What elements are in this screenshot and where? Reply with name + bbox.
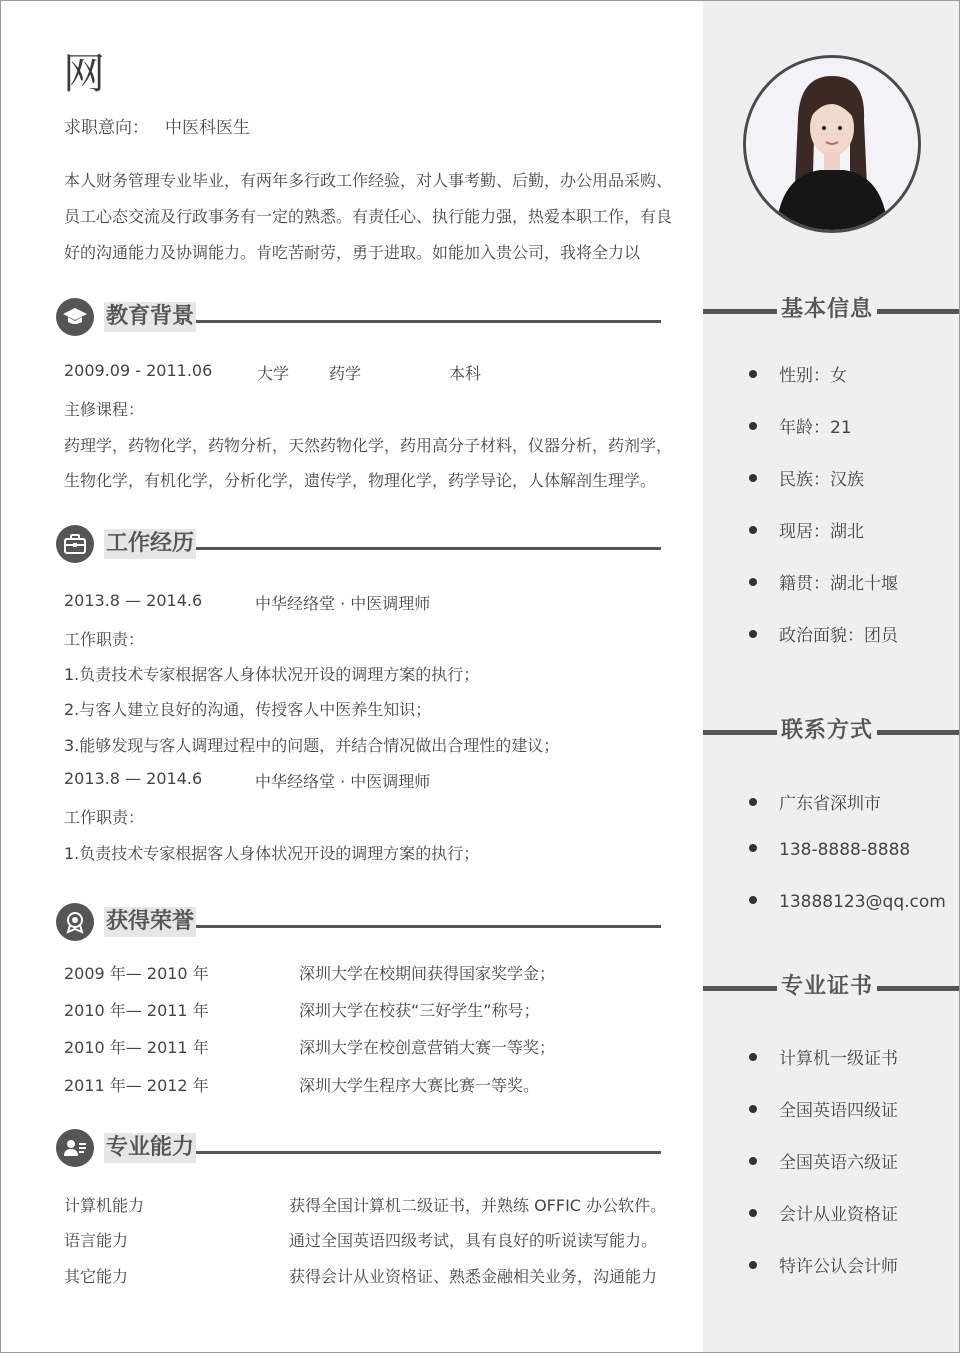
edu-courses-line: 生物化学，有机化学，分析化学，遗传学，物理化学，药学导论，人体解剖生理学。	[64, 471, 657, 490]
graduation-cap-icon	[56, 298, 94, 336]
edu-courses-line: 药理学，药物化学，药物分析，天然药物化学，药用高分子材料，仪器分析，药剂学，	[64, 436, 673, 455]
side-section-contact	[703, 714, 960, 748]
job-duty: 2.与客人建立良好的沟通，传授客人中医养生知识；	[64, 700, 432, 719]
bullet-icon	[749, 370, 757, 378]
honor-desc: 深圳大学在校创意营销大赛一等奖；	[299, 1038, 556, 1057]
bullet-icon	[749, 896, 757, 904]
section-divider	[194, 320, 661, 323]
section-title: 工作经历	[104, 529, 196, 559]
job-duty: 1.负责技术专家根据客人身体状况开设的调理方案的执行；	[64, 844, 480, 863]
info-item	[749, 517, 864, 542]
edu-courses-label: 主修课程：	[64, 400, 145, 419]
bullet-icon	[749, 422, 757, 430]
cert-item	[749, 1148, 898, 1173]
cert-item	[749, 1044, 898, 1069]
job-period: 2013.8 — 2014.6	[64, 591, 203, 610]
bullet-icon	[749, 1209, 757, 1217]
section-title: 教育背景	[104, 302, 196, 332]
section-education	[56, 298, 661, 338]
self-summary: 本人财务管理专业毕业，有两年多行政工作经验，对人事考勤、后勤，办公用品采购、员工心态交流及行政事务有一定的熟悉。有责任心、执行能力强，热爱本职工作，有良好的沟通能力及协调能力。肯吃苦耐劳，勇于进取。如能加入贵公司，我将全力以	[64, 171, 673, 262]
bullet-icon	[749, 1053, 757, 1061]
honor-period: 2011 年— 2012 年	[64, 1076, 209, 1095]
info-text: 现居：湖北	[779, 522, 864, 542]
bullet-icon	[749, 526, 757, 534]
info-text: 民族：汉族	[779, 470, 864, 490]
cert-text: 全国英语四级证	[779, 1101, 898, 1121]
contact-address: 广东省深圳市	[779, 794, 881, 814]
section-skills	[56, 1129, 661, 1169]
side-section-certs	[703, 970, 960, 1004]
side-section-title: 基本信息	[777, 293, 877, 327]
job-duty-label: 工作职责：	[64, 808, 145, 827]
section-divider	[194, 547, 661, 550]
briefcase-icon	[56, 525, 94, 563]
skill-desc: 获得会计从业资格证、熟悉金融相关业务，沟通能力	[289, 1267, 658, 1286]
contact-item	[749, 840, 910, 860]
edu-level: 本科	[449, 364, 482, 383]
skill-name: 其它能力	[64, 1267, 129, 1286]
honor-period: 2010 年— 2011 年	[64, 1001, 209, 1020]
info-item	[749, 413, 852, 438]
job-duty-label: 工作职责：	[64, 630, 145, 649]
section-title: 专业能力	[104, 1133, 196, 1163]
section-work	[56, 525, 661, 565]
section-divider	[194, 1151, 661, 1154]
cert-text: 特许公认会计师	[779, 1257, 898, 1277]
honor-period: 2010 年— 2011 年	[64, 1038, 209, 1057]
info-text: 籍贯：湖北十堰	[779, 574, 898, 594]
section-divider	[194, 925, 661, 928]
cert-item	[749, 1096, 898, 1121]
honor-desc: 深圳大学生程序大赛比赛一等奖。	[299, 1076, 540, 1095]
job-intent-label: 求职意向：	[64, 118, 149, 138]
job-duty: 3.能够发现与客人调理过程中的问题，并结合情况做出合理性的建议；	[64, 736, 560, 755]
contact-item	[749, 789, 881, 814]
cert-text: 全国英语六级证	[779, 1153, 898, 1173]
job-period: 2013.8 — 2014.6	[64, 769, 203, 788]
bullet-icon	[749, 578, 757, 586]
candidate-name: 网	[63, 49, 106, 98]
skill-name: 语言能力	[64, 1231, 129, 1250]
job-intent-value: 中医科医生	[165, 118, 250, 138]
honor-period: 2009 年— 2010 年	[64, 964, 209, 983]
info-item	[749, 465, 864, 490]
bullet-icon	[749, 1105, 757, 1113]
user-card-icon	[56, 1129, 94, 1167]
cert-text: 计算机一级证书	[779, 1049, 898, 1069]
cert-text: 会计从业资格证	[779, 1205, 898, 1225]
info-text: 性别：女	[779, 366, 847, 386]
avatar	[743, 55, 921, 233]
section-title: 获得荣誉	[104, 907, 196, 937]
edu-degree: 大学	[257, 364, 290, 383]
info-text: 政治面貌：团员	[779, 626, 898, 646]
contact-phone: 138-8888-8888	[779, 840, 911, 860]
info-text: 年龄：21	[779, 418, 852, 438]
skill-desc: 通过全国英语四级考试，具有良好的听说读写能力。	[289, 1231, 658, 1250]
skill-desc: 获得全国计算机二级证书，并熟练 OFFIC 办公软件。	[289, 1196, 667, 1215]
section-honors	[56, 903, 661, 943]
job-org: 中华经络堂 · 中医调理师	[255, 594, 431, 613]
job-duty: 1.负责技术专家根据客人身体状况开设的调理方案的执行；	[64, 665, 480, 684]
side-section-title: 专业证书	[777, 970, 877, 1004]
award-medal-icon	[56, 903, 94, 941]
bullet-icon	[749, 1261, 757, 1269]
bullet-icon	[749, 844, 757, 852]
side-section-basic-info	[703, 293, 960, 327]
bullet-icon	[749, 1157, 757, 1165]
honor-desc: 深圳大学在校获“三好学生”称号；	[299, 1001, 540, 1020]
job-org: 中华经络堂 · 中医调理师	[255, 772, 431, 791]
contact-item	[749, 892, 946, 912]
avatar-portrait-icon	[746, 58, 918, 230]
bullet-icon	[749, 630, 757, 638]
info-item	[749, 361, 847, 386]
cert-item	[749, 1252, 898, 1277]
job-intent	[64, 113, 250, 138]
info-item	[749, 569, 898, 594]
info-item	[749, 621, 898, 646]
contact-email: 13888123@qq.com	[779, 892, 946, 912]
honor-desc: 深圳大学在校期间获得国家奖学金；	[299, 964, 556, 983]
side-section-title: 联系方式	[777, 714, 877, 748]
skill-name: 计算机能力	[64, 1196, 145, 1215]
bullet-icon	[749, 798, 757, 806]
edu-major: 药学	[329, 364, 362, 383]
cert-item	[749, 1200, 898, 1225]
bullet-icon	[749, 474, 757, 482]
edu-period: 2009.09 - 2011.06	[64, 361, 213, 380]
